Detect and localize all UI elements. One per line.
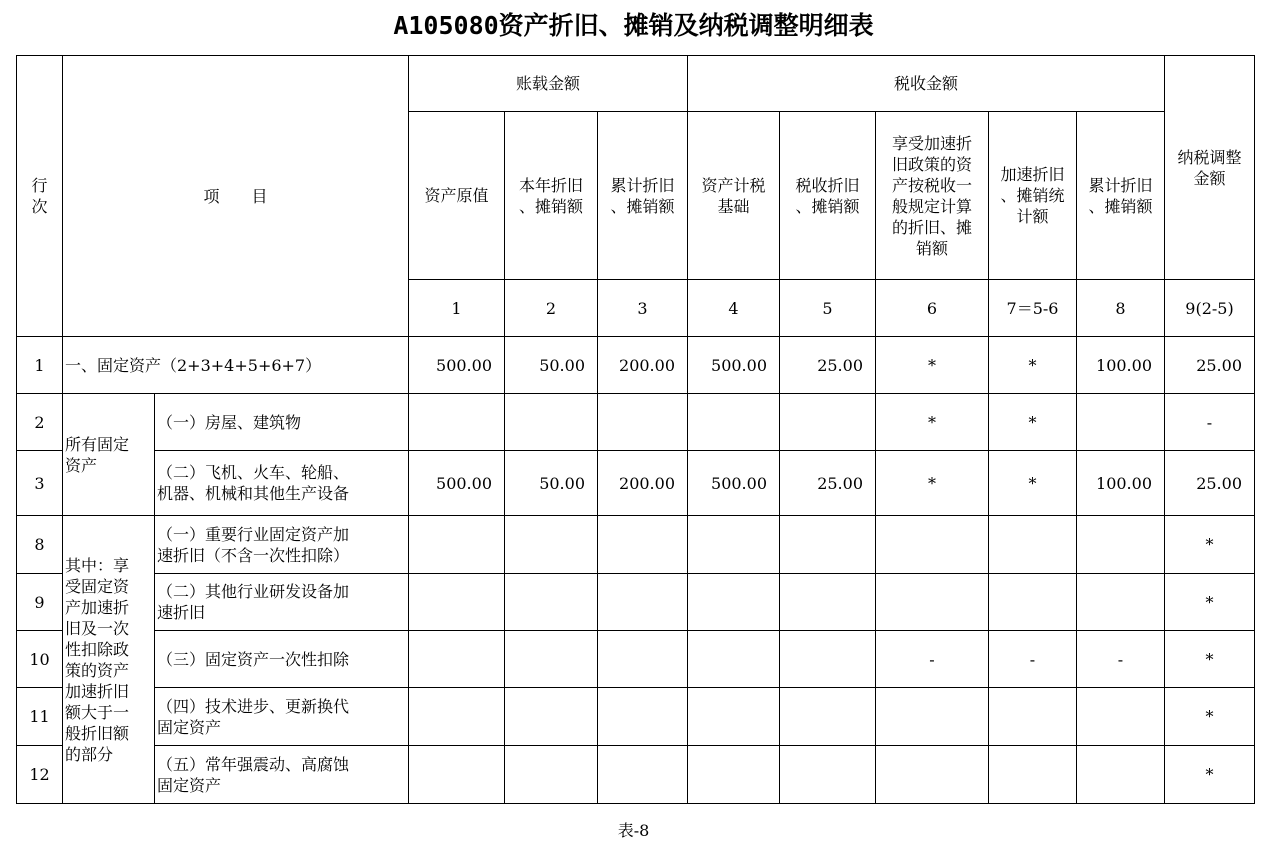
table-cell [1077,746,1165,804]
table-cell: - [989,631,1077,688]
header-col-number: 2 [505,280,598,337]
table-cell [876,516,989,574]
header-tax-amount: 税收金额 [688,56,1165,112]
table-cell [598,746,688,804]
table-cell [505,394,598,451]
header-tax-col: 累计折旧 、摊销额 [1077,112,1165,280]
table-cell [409,631,505,688]
table-cell [989,574,1077,631]
table-row [17,574,1255,631]
table-cell: 500.00 [409,451,505,516]
header-row-no: 行 次 [17,56,63,337]
table-cell: * [876,337,989,394]
row-label: 一、固定资产（2+3+4+5+6+7） [63,337,409,394]
table-cell [989,688,1077,746]
table-cell: 500.00 [688,337,780,394]
header-col-number: 7＝5-6 [989,280,1077,337]
table-row [17,394,1255,451]
row-label: （五）常年强震动、高腐蚀 固定资产 [155,746,409,804]
table-cell: 200.00 [598,451,688,516]
table-cell [598,631,688,688]
table-cell: 500.00 [688,451,780,516]
table-cell [505,688,598,746]
row-label: （三）固定资产一次性扣除 [155,631,409,688]
table-cell [505,574,598,631]
row-number: 9 [17,574,63,631]
table-cell: * [876,394,989,451]
table-cell: * [876,451,989,516]
row-number: 12 [17,746,63,804]
table-cell [688,746,780,804]
table-cell: 50.00 [505,337,598,394]
row-label: （二）其他行业研发设备加 速折旧 [155,574,409,631]
table-row [17,451,1255,516]
table-cell [409,394,505,451]
header-tax-col: 资产计税 基础 [688,112,780,280]
table-cell: * [1165,516,1255,574]
table-cell [780,631,876,688]
header-col-number: 3 [598,280,688,337]
table-row [17,746,1255,804]
table-cell: 50.00 [505,451,598,516]
row-label: （四）技术进步、更新换代 固定资产 [155,688,409,746]
table-cell: * [1165,688,1255,746]
group-label-accelerated: 其中：享 受固定资 产加速折 旧及一次 性扣除政 策的资产 加速折旧 额大于一 般折旧额 的部分 [63,516,155,804]
table-cell [409,746,505,804]
table-cell: 25.00 [780,337,876,394]
header-book-col: 累计折旧 、摊销额 [598,112,688,280]
table-row [17,688,1255,746]
table-cell: 200.00 [598,337,688,394]
table-row [17,516,1255,574]
header-col-number: 9(2-5) [1165,280,1255,337]
table-cell [688,574,780,631]
header-tax-col: 享受加速折 旧政策的资 产按税收一 般规定计算 的折旧、摊 销额 [876,112,989,280]
table-cell [989,746,1077,804]
table-cell [688,688,780,746]
table-cell: * [989,394,1077,451]
row-number: 10 [17,631,63,688]
header-col-number: 4 [688,280,780,337]
row-number: 11 [17,688,63,746]
table-cell [409,574,505,631]
group-label-all-fixed: 所有固定 资产 [63,394,155,516]
header-tax-col: 加速折旧 、摊销统 计额 [989,112,1077,280]
table-cell [780,746,876,804]
table-cell: * [989,337,1077,394]
table-cell [989,516,1077,574]
table-cell [598,516,688,574]
table-cell [780,394,876,451]
table-cell [1077,574,1165,631]
table-cell [688,631,780,688]
table-cell [876,688,989,746]
header-item: 项 目 [63,56,409,337]
table-cell [688,394,780,451]
table-cell: - [1165,394,1255,451]
table-cell [598,688,688,746]
page-footer: 表-8 [617,821,650,840]
table-cell [876,746,989,804]
row-number: 3 [17,451,63,516]
table-row [17,631,1255,688]
table-cell [505,516,598,574]
table-cell: 25.00 [780,451,876,516]
row-label: （二）飞机、火车、轮船、 机器、机械和其他生产设备 [155,451,409,516]
table-cell: - [1077,631,1165,688]
row-label: （一）房屋、建筑物 [155,394,409,451]
table-cell [505,631,598,688]
table-cell [688,516,780,574]
row-number: 1 [17,337,63,394]
table-cell: 500.00 [409,337,505,394]
header-book-amount: 账载金额 [409,56,688,112]
header-book-col: 本年折旧 、摊销额 [505,112,598,280]
header-col-number: 6 [876,280,989,337]
row-number: 8 [17,516,63,574]
header-col-number: 8 [1077,280,1165,337]
table-cell [876,574,989,631]
header-tax-col: 税收折旧 、摊销额 [780,112,876,280]
depreciation-table [16,55,1255,804]
table-cell: * [1165,631,1255,688]
table-cell [505,746,598,804]
page-title: A105080资产折旧、摊销及纳税调整明细表 [393,11,874,40]
table-cell [598,574,688,631]
table-cell [780,516,876,574]
header-adjust-amount: 纳税调整 金额 [1165,56,1255,280]
table-cell: * [989,451,1077,516]
table-cell [409,688,505,746]
row-label: （一）重要行业固定资产加 速折旧（不含一次性扣除） [155,516,409,574]
table-cell: 100.00 [1077,337,1165,394]
table-cell: - [876,631,989,688]
table-cell: * [1165,574,1255,631]
table-cell [409,516,505,574]
table-cell [780,574,876,631]
table-cell [780,688,876,746]
table-cell [1077,394,1165,451]
table-cell [1077,516,1165,574]
table-cell [1077,688,1165,746]
row-number: 2 [17,394,63,451]
header-col-number: 5 [780,280,876,337]
table-cell: 100.00 [1077,451,1165,516]
table-row [17,337,1255,394]
table-cell [598,394,688,451]
table-cell: * [1165,746,1255,804]
header-book-col: 资产原值 [409,112,505,280]
table-cell: 25.00 [1165,337,1255,394]
table-cell: 25.00 [1165,451,1255,516]
header-col-number: 1 [409,280,505,337]
